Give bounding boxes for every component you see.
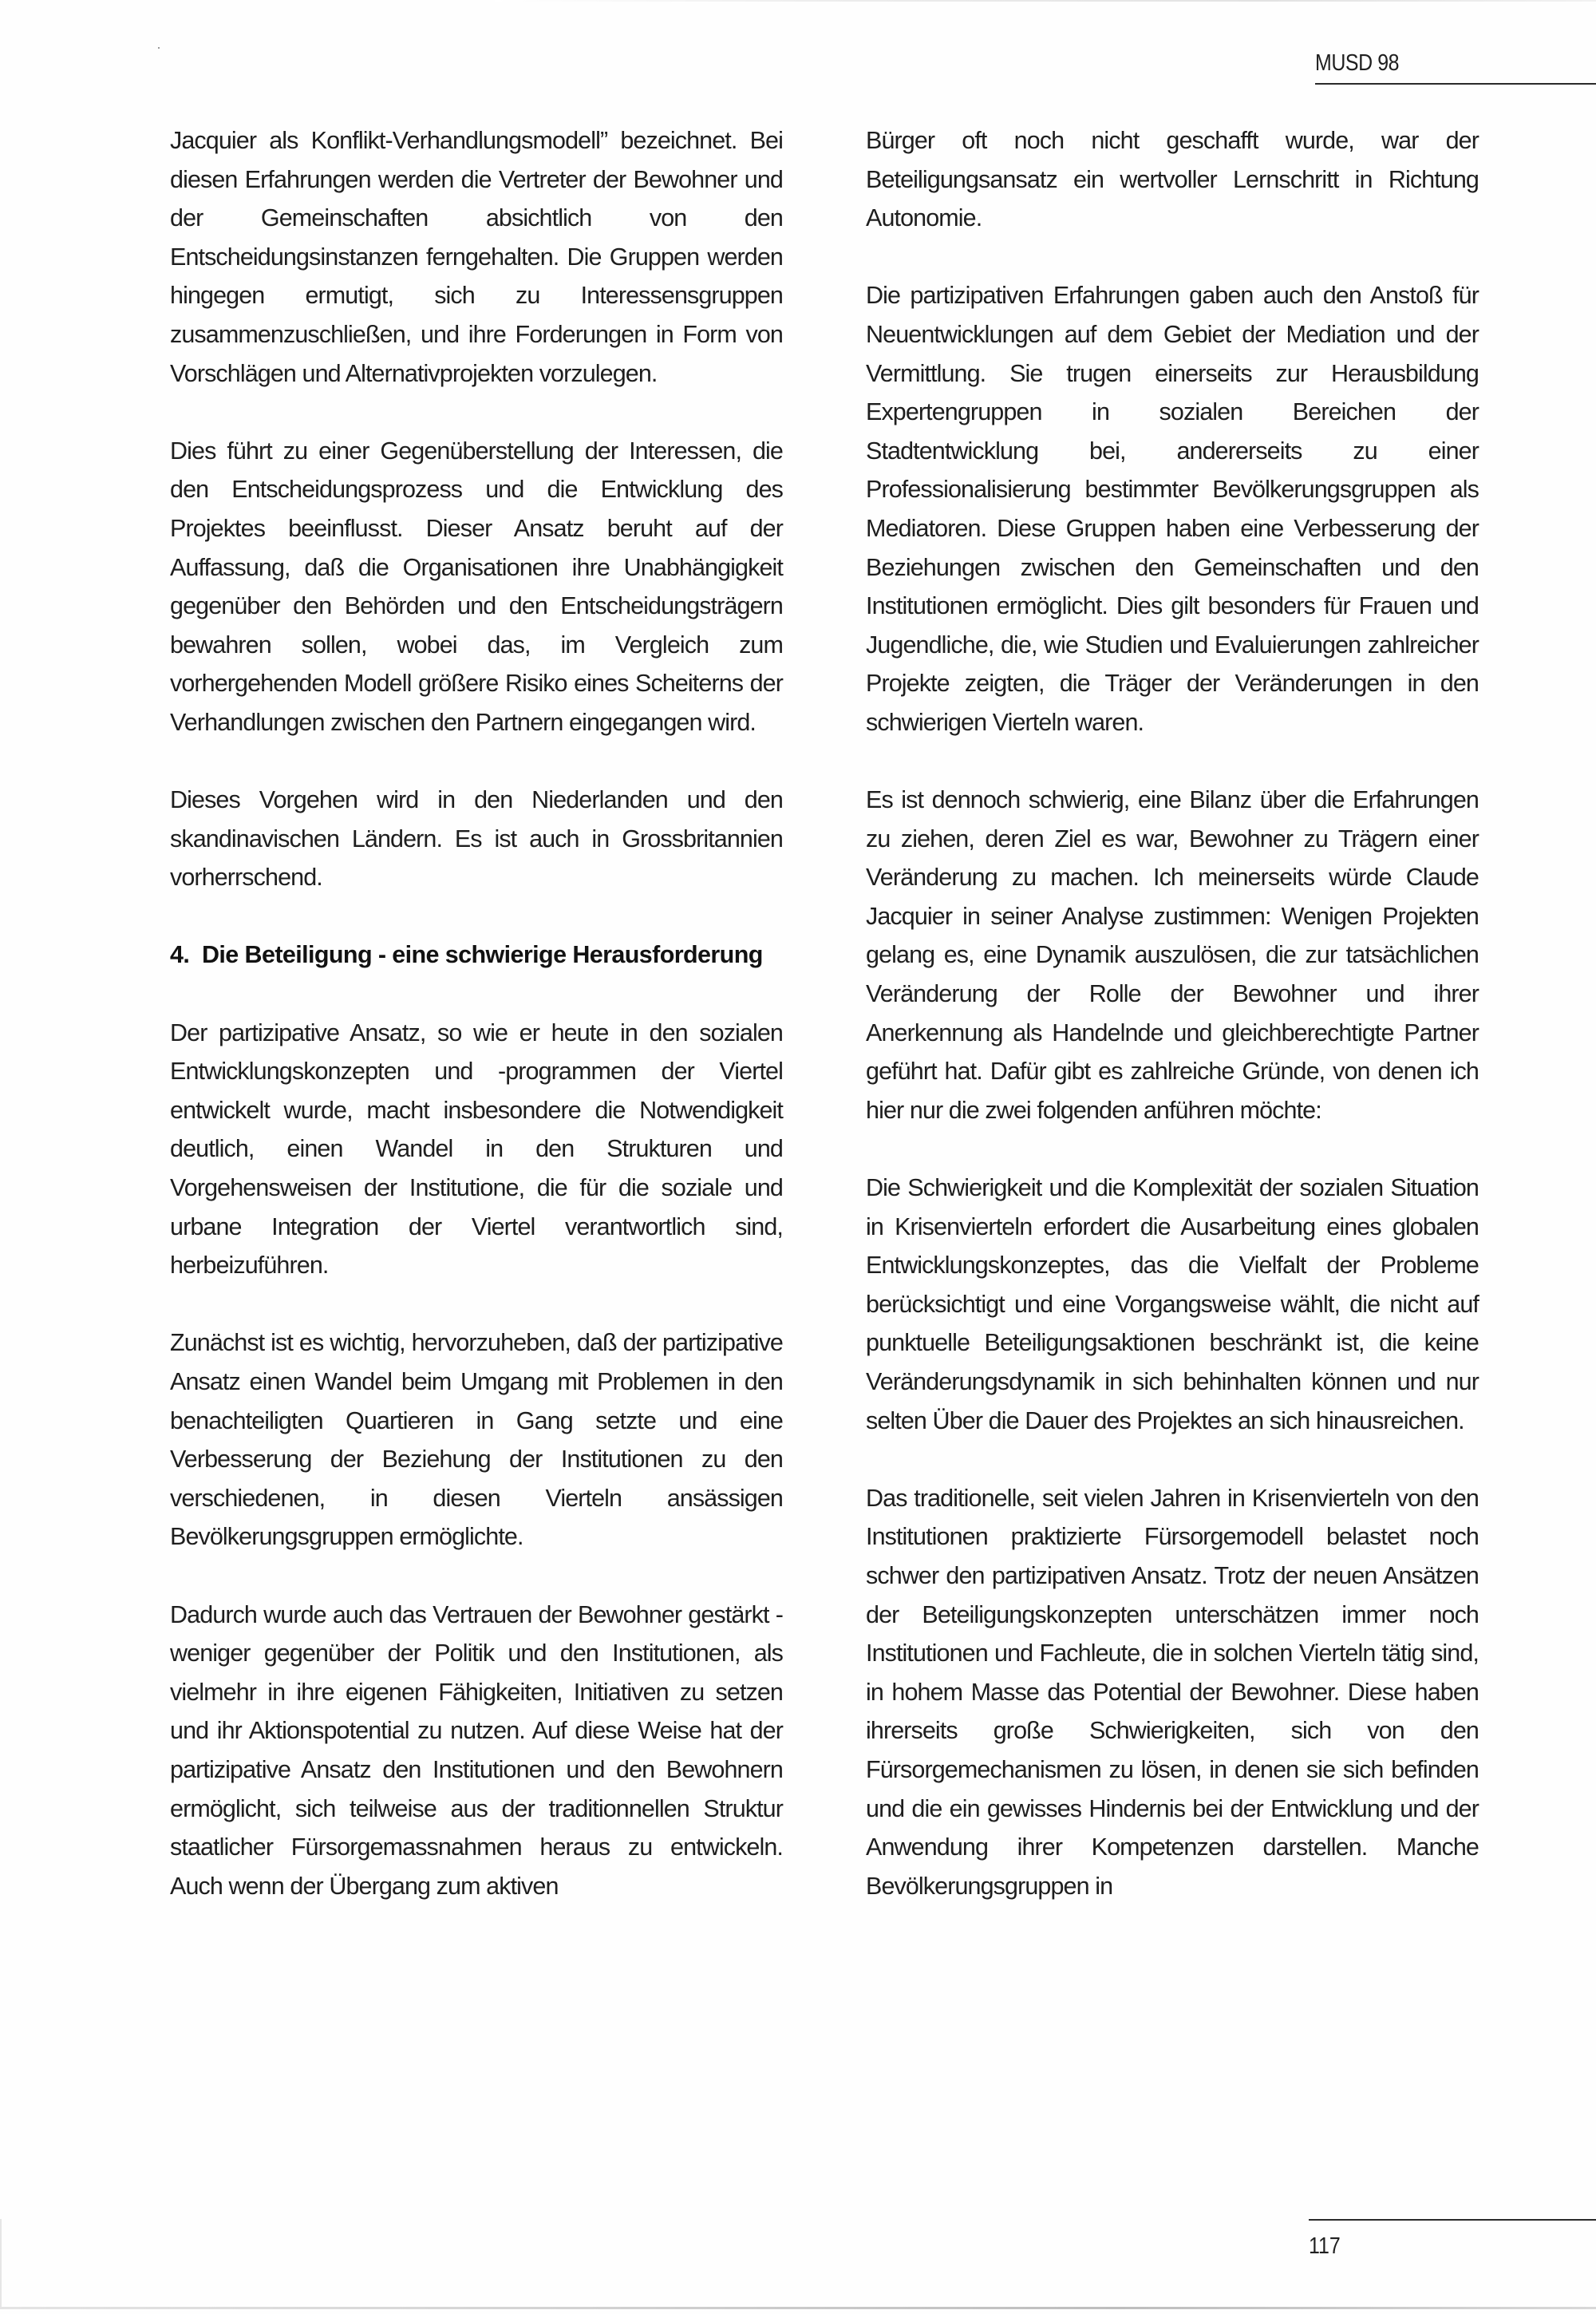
paragraph: Die Schwierigkeit und die Komplexität der sozialen Situation in Krisenvierteln erfordert die Ausarbeitung eines globalen Entwicklungskonzeptes, das die Vielfalt der Probleme berücksichtigt und eine Vorgangsweise wählt, die nicht auf punktuelle Beteiligungsaktionen beschränkt ist, die keine Veränderungsdynamik in sich behinhalten können und nur selten Über die Dauer des Projektes an sich hinausreichen. — [866, 1174, 1479, 1434]
paragraph: Dadurch wurde auch das Vertrauen der Bewohner gestärkt - weniger gegenüber der Politik und den Institutionen, als vielmehr in ihre eigenen Fähigkeiten, Initiativen zu setzen und ihr Aktionspotential zu nutzen. Auf diese Weise hat der partizipative Ansatz den Institutionen und den Bewohnern ermöglicht, sich teilweise aus der traditionnellen Struktur staatlicher Fürsorgemassnahmen heraus zu entwickeln. Auch wenn der Übergang zum aktiven — [170, 1600, 783, 1900]
running-header — [1315, 49, 1596, 77]
paragraph: Dies führt zu einer Gegenüberstellung der Interessen, die den Entscheidungsprozess und die Entwicklung des Projektes beeinflusst. Dieser Ansatz beruht auf der Auffassung, daß die Organisationen ihre Unabhängigkeit gegenüber den Behörden und den Entscheidungsträgern bewahren sollen, wobei das, im Vergleich zum vorhergehenden Modell größere Risiko eines Scheiterns der Verhandlungen zwischen den Partnern eingegangen wird. — [170, 437, 783, 736]
paragraph: Jacquier als Konflikt-Verhandlungsmodell” bezeichnet. Bei diesen Erfahrungen werden die Vertreter der Bewohner und der Gemeinschaften absichtlich von den Entscheidungsinstanzen ferngehalten. Die Gruppen werden hingegen ermutigt, sich zu Interessensgruppen zusammenzuschließen, und ihre Forderungen in Form von Vorschlägen und Alternativprojekten vorzulegen. — [170, 127, 783, 387]
paragraph: Zunächst ist es wichtig, hervorzuheben, daß der partizipative Ansatz einen Wandel beim Umgang mit Problemen in den benachteiligten Quartieren in Gang setzte und eine Verbesserung der Beziehung der Institutionen zu den verschiedenen, in diesen Vierteln ansässigen Bevölkerungsgruppen ermöglichte. — [170, 1329, 783, 1551]
running-title: MUSD 98 — [1315, 50, 1400, 76]
paragraph-gap — [170, 975, 783, 1014]
footer-rule — [1309, 2219, 1596, 2221]
paragraph: Der partizipative Ansatz, so wie er heute in den sozialen Entwicklungskonzepten und -programmen der Viertel entwickelt wurde, macht insbesondere die Notwendigkeit deutlich, einen Wandel in den Strukturen und Vorgehensweisen der Institutione, die für die soziale und urbane Integration der Viertel verantwortlich sind, herbeizuführen. — [170, 1019, 783, 1280]
paragraph: Bürger oft noch nicht geschafft wurde, war der Beteiligungsansatz ein wertvoller Lernschritt in Richtung Autonomie. — [866, 127, 1479, 232]
paragraph: Die partizipativen Erfahrungen gaben auch den Anstoß für Neuentwicklungen auf dem Gebiet der Mediation und der Vermittlung. Sie trugen einerseits zur Herausbildung Expertengruppen in sozialen Bereichen der Stadtentwicklung bei, andererseits zu einer Professionalisierung bestimmter Bevölkerungsgruppen als Mediatoren. Diese Gruppen haben eine Verbesserung der Beziehungen zwischen den Gemeinschaften und den Institutionen ermöglicht. Dies gilt besonders für Frauen und Jugendliche, die, wie Studien und Evaluierungen zahlreicher Projekte zeigten, die Träger der Veränderungen in den schwierigen Vierteln waren. — [866, 282, 1479, 736]
scan-edge-left — [0, 2219, 2, 2308]
paragraph: Das traditionelle, seit vielen Jahren in Krisenvierteln von den Institutionen praktizierte Fürsorgemodell belastet noch schwer den partizipativen Ansatz. Trotz der neuen Ansätzen der Beteiligungskonzepten unterschätzen immer noch Institutionen und Fachleute, die in solchen Vierteln tätig sind, in hohem Masse das Potential der Bewohner. Diese haben ihrerseits große Schwierigkeiten, sich von den Fürsorgemechanismen zu lösen, in denen sie sich befinden und die ein gewisses Hindernis bei der Entwicklung und der Anwendung ihrer Kompetenzen darstellen. Manche Bevölkerungsgruppen in — [866, 1484, 1479, 1900]
page-number: 117 — [1309, 2233, 1341, 2259]
paragraph: Dieses Vorgehen wird in den Niederlanden und den skandinavischen Ländern. Es ist auch in Grossbritannien vorherrschend. — [170, 786, 783, 892]
paragraph-gap — [866, 742, 1479, 781]
paragraph-gap — [170, 1285, 783, 1324]
scan-edge-bottom — [0, 2307, 1596, 2309]
scan-speck — [158, 47, 160, 49]
section-number: 4. — [170, 941, 190, 969]
paragraph-gap — [866, 238, 1479, 277]
paragraph-gap — [170, 742, 783, 781]
left-column — [170, 121, 783, 1905]
right-column — [866, 121, 1479, 1905]
section-title: Die Beteiligung - eine schwierige Herausforderung — [202, 941, 763, 969]
scan-edge-top — [495, 0, 1596, 2]
paragraph-gap — [866, 1440, 1479, 1479]
paragraph: Es ist dennoch schwierig, eine Bilanz über die Erfahrungen zu ziehen, deren Ziel es war, Bewohner zu Trägern einer Veränderung zu machen. Ich meinerseits würde Claude Jacquier in seiner Analyse zustimmen: Wenigen Projekten gelang es, eine Dynamik auszulösen, die zur tatsächlichen Veränderung der Rolle der Bewohner und ihrer Anerkennung als Handelnde und gleichberechtigte Partner geführt hat. Dafür gibt es zahlreiche Gründe, von denen ich hier nur die zwei folgenden anführen möchte: — [866, 786, 1479, 1124]
section-heading — [170, 935, 783, 975]
paragraph-gap — [866, 1129, 1479, 1169]
paragraph-gap — [170, 1557, 783, 1596]
paragraph-gap — [170, 897, 783, 936]
header-rule — [1315, 83, 1596, 85]
paragraph-gap — [170, 393, 783, 432]
